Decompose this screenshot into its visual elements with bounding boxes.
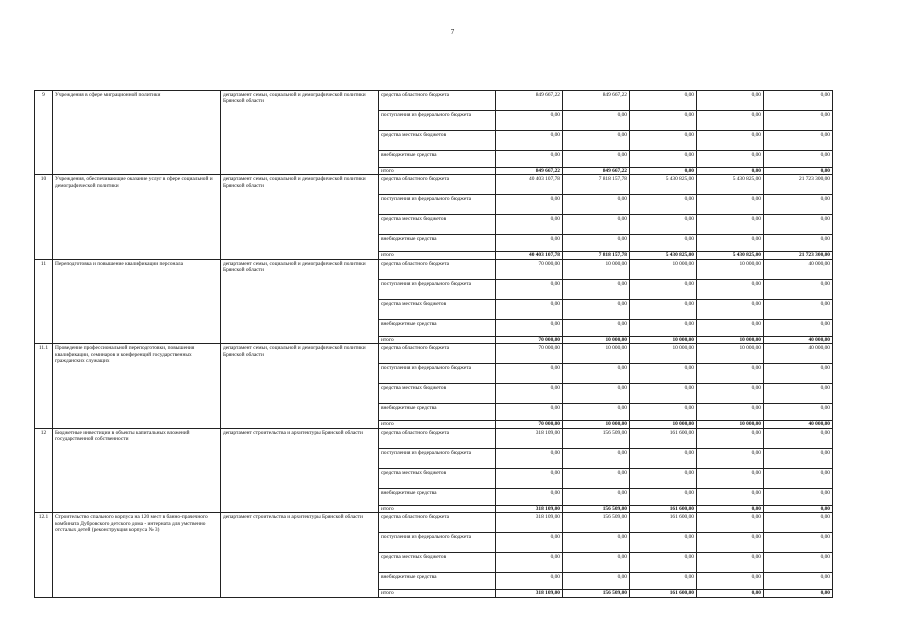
amount-cell: 318 109,00 (496, 505, 563, 512)
amount-cell: 161 600,00 (630, 513, 697, 533)
amount-cell: 0,00 (697, 235, 764, 252)
amount-cell: 0,00 (630, 364, 697, 384)
amount-cell: 0,00 (496, 468, 563, 488)
amount-cell: 0,00 (697, 319, 764, 336)
amount-cell: 7 818 157,78 (563, 252, 630, 259)
amount-cell: 10 000,00 (630, 421, 697, 428)
amount-cell: 0,00 (764, 573, 833, 590)
funding-source: средства областного бюджета (379, 259, 496, 279)
funding-source: итого (379, 168, 496, 175)
amount-cell: 70 000,00 (496, 421, 563, 428)
source-row (35, 513, 833, 533)
funding-source: поступления из федерального бюджета (379, 279, 496, 299)
funding-source: средства местных бюджетов (379, 384, 496, 404)
amount-cell: 5 430 825,00 (630, 175, 697, 195)
amount-cell: 10 000,00 (563, 336, 630, 343)
amount-cell: 0,00 (630, 215, 697, 235)
amount-cell: 0,00 (697, 168, 764, 175)
amount-cell: 0,00 (630, 151, 697, 168)
amount-cell: 0,00 (496, 364, 563, 384)
amount-cell: 0,00 (630, 91, 697, 111)
amount-cell: 10 000,00 (563, 421, 630, 428)
budget-body (35, 91, 833, 598)
amount-cell: 161 600,00 (630, 590, 697, 597)
funding-source: итого (379, 590, 496, 597)
item-name: Учреждения, обеспечивающие оказание услуг в сфере социальной и демографической политики (53, 175, 221, 259)
amount-cell: 0,00 (630, 168, 697, 175)
amount-cell: 0,00 (697, 448, 764, 468)
amount-cell: 5 430 825,00 (697, 175, 764, 195)
item-name: Проведение профессиональной переподготовки, повышения квалификации, семинаров и конференций государственных гражданских служащих (53, 344, 221, 428)
amount-cell: 0,00 (697, 215, 764, 235)
amount-cell: 0,00 (697, 533, 764, 553)
executor: департамент семьи, социальной и демографической политики Брянской области (221, 259, 379, 343)
amount-cell: 156 509,00 (563, 590, 630, 597)
amount-cell: 0,00 (764, 319, 833, 336)
funding-source: итого (379, 252, 496, 259)
executor: департамент строительства и архитектуры Брянской области (221, 513, 379, 597)
amount-cell: 0,00 (764, 488, 833, 505)
amount-cell: 0,00 (697, 428, 764, 448)
source-row (35, 259, 833, 279)
source-row (35, 175, 833, 195)
amount-cell: 21 723 300,00 (764, 175, 833, 195)
amount-cell: 0,00 (764, 235, 833, 252)
amount-cell: 0,00 (764, 151, 833, 168)
amount-cell: 849 667,22 (496, 91, 563, 111)
amount-cell: 156 509,00 (563, 505, 630, 512)
funding-source: итого (379, 336, 496, 343)
amount-cell: 0,00 (697, 299, 764, 319)
funding-source: внебюджетные средства (379, 151, 496, 168)
amount-cell: 0,00 (496, 488, 563, 505)
amount-cell: 0,00 (496, 573, 563, 590)
funding-source: внебюджетные средства (379, 573, 496, 590)
amount-cell: 0,00 (496, 195, 563, 215)
executor: департамент строительства и архитектуры Брянской области (221, 428, 379, 512)
funding-source: итого (379, 505, 496, 512)
amount-cell: 10 000,00 (630, 344, 697, 364)
amount-cell: 40 000,00 (764, 344, 833, 364)
amount-cell: 0,00 (764, 533, 833, 553)
amount-cell: 0,00 (697, 468, 764, 488)
item-number: 12 (35, 428, 53, 512)
amount-cell: 0,00 (496, 448, 563, 468)
amount-cell: 0,00 (697, 573, 764, 590)
amount-cell: 0,00 (764, 468, 833, 488)
amount-cell: 0,00 (563, 404, 630, 421)
amount-cell: 0,00 (630, 319, 697, 336)
amount-cell: 0,00 (630, 131, 697, 151)
amount-cell: 10 000,00 (563, 344, 630, 364)
funding-source: поступления из федерального бюджета (379, 533, 496, 553)
amount-cell: 70 000,00 (496, 336, 563, 343)
amount-cell: 0,00 (697, 111, 764, 131)
source-row (35, 428, 833, 448)
funding-source: средства местных бюджетов (379, 215, 496, 235)
amount-cell: 0,00 (764, 428, 833, 448)
amount-cell: 0,00 (563, 279, 630, 299)
amount-cell: 0,00 (697, 505, 764, 512)
amount-cell: 0,00 (764, 131, 833, 151)
item-name: Учреждения в сфере миграционной политики (53, 91, 221, 175)
executor: департамент семьи, социальной и демографической политики Брянской области (221, 175, 379, 259)
source-row (35, 344, 833, 364)
amount-cell: 0,00 (630, 384, 697, 404)
budget-table (34, 90, 833, 598)
amount-cell: 70 000,00 (496, 259, 563, 279)
funding-source: средства областного бюджета (379, 175, 496, 195)
item-number: 10 (35, 175, 53, 259)
funding-source: средства местных бюджетов (379, 299, 496, 319)
amount-cell: 0,00 (563, 215, 630, 235)
amount-cell: 0,00 (764, 448, 833, 468)
amount-cell: 0,00 (697, 151, 764, 168)
amount-cell: 0,00 (697, 91, 764, 111)
item-name: Строительство спального корпуса на 120 мест в банно-прачечного комбината Дубровского детского дома - интерната для умственно отсталых детей (реконструкция корпуса № 3) (53, 513, 221, 597)
amount-cell: 0,00 (496, 299, 563, 319)
amount-cell: 0,00 (563, 319, 630, 336)
funding-source: внебюджетные средства (379, 235, 496, 252)
amount-cell: 10 000,00 (630, 336, 697, 343)
funding-source: итого (379, 421, 496, 428)
amount-cell: 0,00 (563, 488, 630, 505)
amount-cell: 0,00 (764, 91, 833, 111)
amount-cell: 40 000,00 (764, 336, 833, 343)
amount-cell: 0,00 (764, 364, 833, 384)
amount-cell: 0,00 (630, 195, 697, 215)
item-number: 11 (35, 259, 53, 343)
amount-cell: 0,00 (764, 215, 833, 235)
amount-cell: 0,00 (630, 279, 697, 299)
amount-cell: 0,00 (630, 235, 697, 252)
amount-cell: 21 723 300,00 (764, 252, 833, 259)
amount-cell: 0,00 (496, 319, 563, 336)
amount-cell: 0,00 (496, 151, 563, 168)
item-name: Переподготовка и повышение квалификации персонала (53, 259, 221, 343)
funding-source: средства областного бюджета (379, 344, 496, 364)
funding-source: поступления из федерального бюджета (379, 364, 496, 384)
amount-cell: 10 000,00 (697, 421, 764, 428)
funding-source: средства местных бюджетов (379, 553, 496, 573)
amount-cell: 849 667,22 (563, 168, 630, 175)
amount-cell: 849 667,22 (563, 91, 630, 111)
amount-cell: 0,00 (697, 488, 764, 505)
amount-cell: 0,00 (563, 195, 630, 215)
amount-cell: 161 600,00 (630, 505, 697, 512)
amount-cell: 0,00 (764, 279, 833, 299)
amount-cell: 0,00 (697, 279, 764, 299)
funding-source: внебюджетные средства (379, 404, 496, 421)
amount-cell: 10 000,00 (697, 259, 764, 279)
executor: департамент семьи, социальной и демографической политики Брянской области (221, 344, 379, 428)
amount-cell: 0,00 (764, 111, 833, 131)
amount-cell: 40 403 107,78 (496, 252, 563, 259)
amount-cell: 7 818 157,78 (563, 175, 630, 195)
amount-cell: 0,00 (496, 111, 563, 131)
amount-cell: 0,00 (563, 151, 630, 168)
amount-cell: 0,00 (764, 384, 833, 404)
item-name: Бюджетные инвестиции в объекты капитальных вложений государственной собственности (53, 428, 221, 512)
funding-source: поступления из федерального бюджета (379, 448, 496, 468)
amount-cell: 0,00 (496, 533, 563, 553)
amount-cell: 0,00 (697, 590, 764, 597)
amount-cell: 0,00 (496, 131, 563, 151)
funding-source: средства областного бюджета (379, 428, 496, 448)
funding-source: средства областного бюджета (379, 513, 496, 533)
amount-cell: 0,00 (496, 553, 563, 573)
item-number: 12.1 (35, 513, 53, 597)
amount-cell: 0,00 (563, 533, 630, 553)
item-number: 9 (35, 91, 53, 175)
amount-cell: 0,00 (630, 573, 697, 590)
amount-cell: 0,00 (764, 168, 833, 175)
amount-cell: 0,00 (630, 299, 697, 319)
amount-cell: 0,00 (764, 299, 833, 319)
amount-cell: 318 109,00 (496, 428, 563, 448)
funding-source: внебюджетные средства (379, 488, 496, 505)
amount-cell: 0,00 (630, 533, 697, 553)
funding-source: средства местных бюджетов (379, 468, 496, 488)
amount-cell: 70 000,00 (496, 344, 563, 364)
amount-cell: 849 667,22 (496, 168, 563, 175)
amount-cell: 0,00 (563, 573, 630, 590)
amount-cell: 10 000,00 (563, 259, 630, 279)
amount-cell: 0,00 (764, 590, 833, 597)
amount-cell: 0,00 (496, 384, 563, 404)
amount-cell: 0,00 (496, 215, 563, 235)
amount-cell: 10 000,00 (697, 336, 764, 343)
funding-source: поступления из федерального бюджета (379, 195, 496, 215)
amount-cell: 0,00 (496, 279, 563, 299)
amount-cell: 156 509,00 (563, 513, 630, 533)
amount-cell: 10 000,00 (697, 344, 764, 364)
amount-cell: 40 403 107,78 (496, 175, 563, 195)
amount-cell: 0,00 (563, 468, 630, 488)
amount-cell: 40 000,00 (764, 421, 833, 428)
amount-cell: 0,00 (496, 235, 563, 252)
funding-source: средства областного бюджета (379, 91, 496, 111)
amount-cell: 0,00 (697, 131, 764, 151)
funding-source: внебюджетные средства (379, 319, 496, 336)
amount-cell: 0,00 (697, 384, 764, 404)
amount-cell: 318 109,00 (496, 513, 563, 533)
funding-source: поступления из федерального бюджета (379, 111, 496, 131)
amount-cell: 0,00 (563, 384, 630, 404)
amount-cell: 318 109,00 (496, 590, 563, 597)
amount-cell: 0,00 (630, 488, 697, 505)
amount-cell: 0,00 (697, 513, 764, 533)
amount-cell: 0,00 (764, 513, 833, 533)
amount-cell: 0,00 (563, 235, 630, 252)
amount-cell: 0,00 (630, 448, 697, 468)
amount-cell: 0,00 (697, 553, 764, 573)
amount-cell: 0,00 (764, 404, 833, 421)
amount-cell: 0,00 (630, 404, 697, 421)
amount-cell: 0,00 (764, 553, 833, 573)
amount-cell: 0,00 (697, 404, 764, 421)
amount-cell: 0,00 (764, 505, 833, 512)
amount-cell: 0,00 (764, 195, 833, 215)
amount-cell: 5 430 825,00 (697, 252, 764, 259)
amount-cell: 161 600,00 (630, 428, 697, 448)
amount-cell: 0,00 (697, 364, 764, 384)
source-row (35, 91, 833, 111)
amount-cell: 0,00 (563, 131, 630, 151)
amount-cell: 0,00 (630, 468, 697, 488)
amount-cell: 0,00 (563, 364, 630, 384)
amount-cell: 5 430 825,00 (630, 252, 697, 259)
amount-cell: 0,00 (563, 111, 630, 131)
page-number: 7 (450, 28, 455, 36)
amount-cell: 0,00 (563, 299, 630, 319)
amount-cell: 0,00 (496, 404, 563, 421)
amount-cell: 0,00 (563, 553, 630, 573)
amount-cell: 0,00 (697, 195, 764, 215)
item-number: 11.1 (35, 344, 53, 428)
amount-cell: 40 000,00 (764, 259, 833, 279)
amount-cell: 0,00 (630, 553, 697, 573)
amount-cell: 0,00 (630, 111, 697, 131)
amount-cell: 156 509,00 (563, 428, 630, 448)
amount-cell: 0,00 (563, 448, 630, 468)
funding-source: средства местных бюджетов (379, 131, 496, 151)
executor: департамент семьи, социальной и демографической политики Брянской области (221, 91, 379, 175)
amount-cell: 10 000,00 (630, 259, 697, 279)
